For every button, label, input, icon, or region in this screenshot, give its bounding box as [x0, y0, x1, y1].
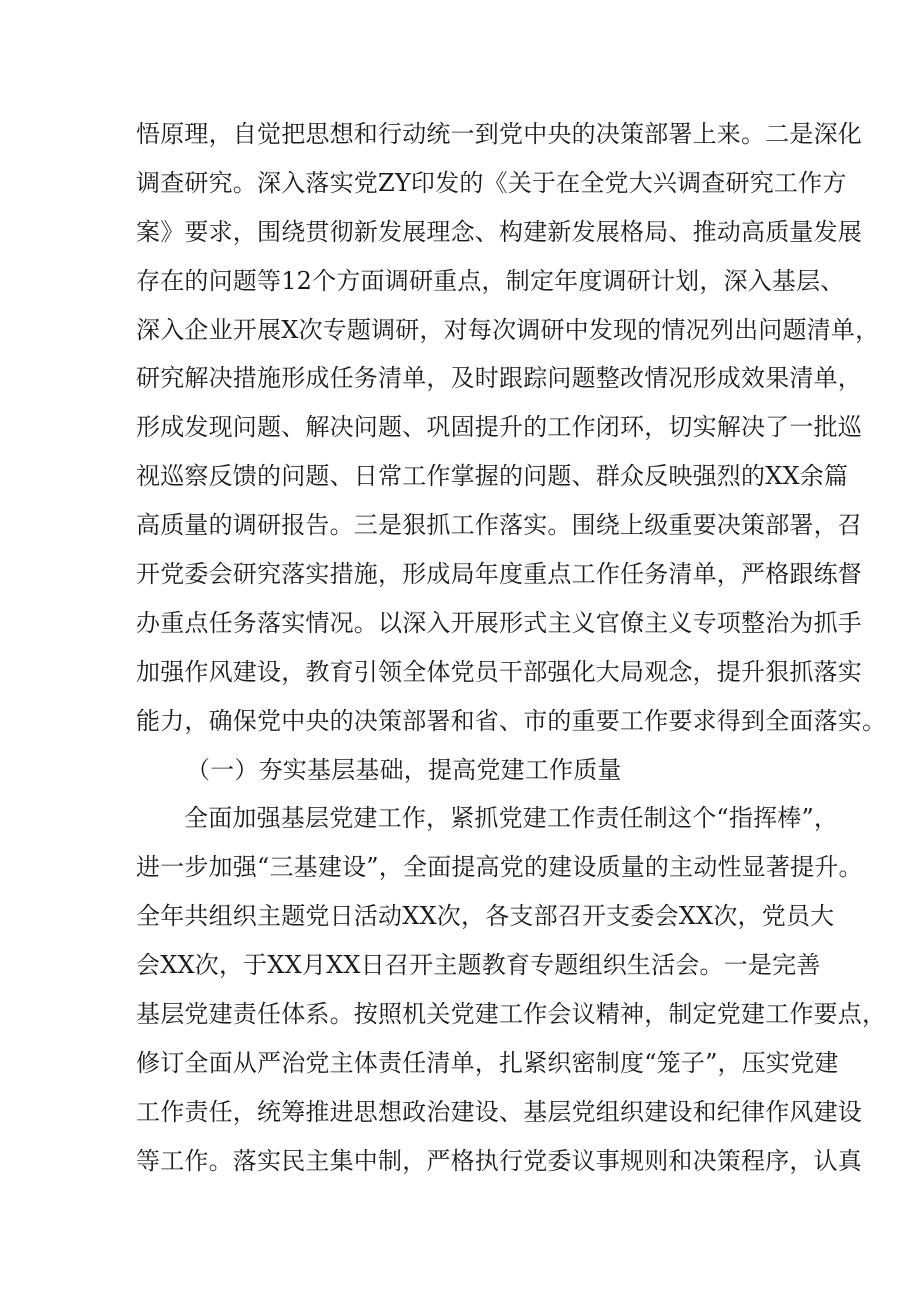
text-line: 开党委会研究落实措施，形成局年度重点工作任务清单，严格跟练督 — [136, 560, 862, 589]
text-line: 视巡察反馈的问题、日常工作掌握的问题、群众反映强烈的XX余篇 — [136, 462, 849, 491]
text-line: 深入企业开展X次专题调研，对每次调研中发现的情况列出问题清单， — [136, 315, 880, 344]
paragraph-2 — [136, 794, 887, 1185]
text-line: 加强作风建设，教育引领全体党员干部强化大局观念，提升狠抓落实 — [136, 657, 862, 686]
text-line: 办重点任务落实情况。以深入开展形式主义官僚主义专项整治为抓手 — [136, 608, 862, 637]
text-line: 修订全面从严治党主体责任清单，扎紧织密制度“笼子”，压实党建 — [136, 1048, 839, 1077]
text-line: 全面加强基层党建工作，紧抓党建工作责任制这个“指挥棒”， — [184, 804, 839, 833]
text-line: 调查研究。深入落实党ZY印发的《关于在全党大兴调查研究工作方 — [136, 168, 847, 197]
text-line: 全年共组织主题党日活动XX次，各支部召开支委会XX次，党员大 — [136, 902, 835, 931]
paragraph-1 — [136, 110, 887, 746]
text-line: 能力，确保党中央的决策部署和省、市的重要工作要求得到全面落实。 — [136, 706, 887, 735]
text-line: 存在的问题等12个方面调研重点，制定年度调研计划，深入基层、 — [136, 266, 845, 295]
text-line: 高质量的调研报告。三是狠抓工作落实。围绕上级重要决策部署，召 — [136, 511, 862, 540]
document-body — [136, 110, 887, 1186]
text-line: 悟原理，自觉把思想和行动统一到党中央的决策部署上来。二是深化 — [136, 120, 862, 148]
text-line: 工作责任，统筹推进思想政治建设、基层党组织建设和纪律作风建设 — [136, 1097, 862, 1126]
text-line: 会XX次，于XX月XX日召开主题教育专题组织生活会。一是完善 — [136, 951, 821, 980]
section-heading: （一）夯实基层基础，提高党建工作质量 — [186, 755, 622, 784]
text-line: 进一步加强“三基建设”，全面提高党的建设质量的主动性显著提升。 — [136, 853, 863, 882]
text-line: 研究解决措施形成任务清单，及时跟踪问题整改情况形成效果清单， — [136, 364, 862, 393]
text-line: 等工作。落实民主集中制，严格执行党委议事规则和决策程序，认真 — [136, 1146, 862, 1175]
text-line: 基层党建责任体系。按照机关党建工作会议精神，制定党建工作要点， — [136, 1000, 887, 1029]
text-line: 案》要求，围绕贯彻新发展理念、构建新发展格局、推动高质量发展 — [136, 217, 862, 246]
text-line: 形成发现问题、解决问题、巩固提升的工作闭环，切实解决了一批巡 — [136, 413, 862, 442]
